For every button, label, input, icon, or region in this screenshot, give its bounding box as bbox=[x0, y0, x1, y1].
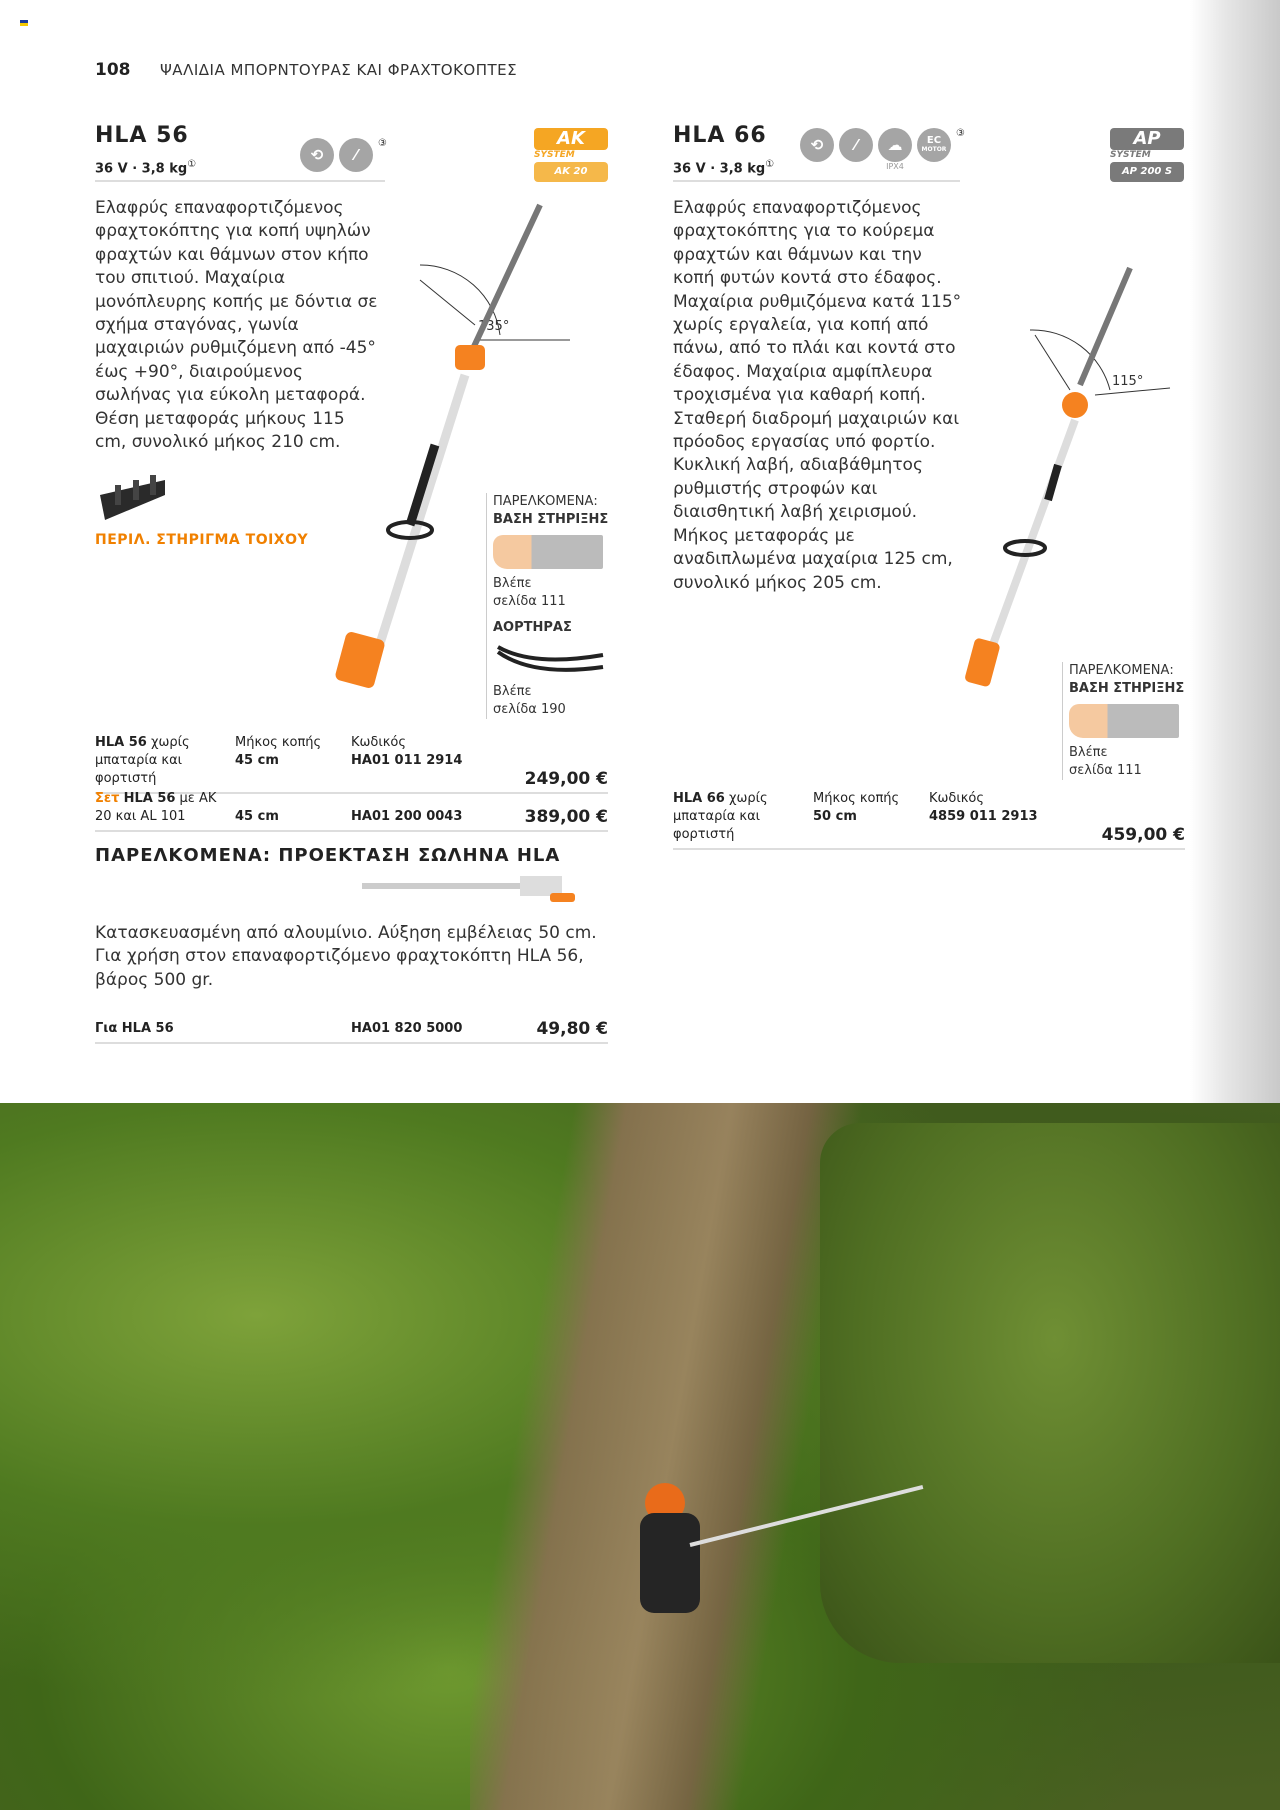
ec-motor-icon: EC MOTOR bbox=[917, 128, 951, 162]
accessory-name: ΒΑΣΗ ΣΤΗΡΙΞΗΣ bbox=[493, 512, 609, 527]
accessory-name: ΑΟΡΤΗΡΑΣ bbox=[493, 620, 572, 635]
specs-text: 36 V · 3,8 kg bbox=[95, 161, 188, 177]
accessory-image bbox=[1069, 704, 1179, 738]
table-row bbox=[95, 790, 608, 832]
included-wall-mount: ΠΕΡΙΛ. ΣΤΗΡΙΓΜΑ ΤΟΙΧΟΥ bbox=[95, 532, 309, 548]
angle-label: 115° bbox=[1112, 374, 1144, 389]
system-label: SYSTEM bbox=[534, 150, 575, 160]
shoulder-strap-image bbox=[493, 637, 608, 677]
product-description-hla56: Ελαφρύς επαναφορτιζόμενος φραχτοκόπτης για κοπή υψηλών φραχτών και θάμνων στον κήπο του σπιτιού. Μαχαίρια μονόπλευρης κοπής με δόντια σε σχήμα σταγόνας, γωνία μαχαιριών ρυθμιζόμενη από -45° έως +90°, διαιρούμενος σωλήνας για εύκολη μεταφορά. Θέση μεταφοράς μήκους 115 cm, συνολικό μήκος 210 cm. bbox=[95, 198, 378, 453]
rotate-icon: ⟲ bbox=[300, 138, 334, 172]
battery-badge: AK 20 bbox=[534, 162, 608, 182]
extension-tube-image bbox=[360, 873, 580, 906]
product-specs-hla66: 36 V · 3,8 kg① bbox=[673, 159, 775, 177]
price: 459,00 € bbox=[1101, 825, 1185, 845]
code: HA01 200 0043 bbox=[351, 809, 463, 824]
accessory-image bbox=[493, 535, 603, 569]
table-row: HLA 66 χωρίς μπαταρία και φορτιστή Μήκος κοπής 50 cm Κωδικός 4859 011 2913 459,00 € bbox=[673, 790, 1185, 850]
see-label[interactable]: Βλέπε bbox=[493, 576, 532, 591]
wall-bracket-image bbox=[95, 470, 170, 525]
page-number: 108 bbox=[95, 60, 131, 80]
code: Κωδικός HA01 011 2914 bbox=[351, 735, 463, 768]
divider bbox=[95, 180, 385, 182]
ak-label: AK bbox=[534, 128, 608, 150]
feature-icons bbox=[300, 138, 387, 172]
ap-system-badge: AP SYSTEM AP 200 S bbox=[1110, 128, 1184, 182]
product-description-hla66: Ελαφρύς επαναφορτιζόμενος φραχτοκόπτης για το κούρεμα φραχτών και θάμνων και την κοπή φυτών κοντά στο έδαφος. Μαχαίρια ρυθμιζόμενα κατά 115° χωρίς εργαλεία, για κοπή από πάνω, από το πλάι και κοντά στο έδαφος. Μαχαίρια αμφίπλευρα τροχισμένα για καθαρή κοπή. Σταθερή διαδρομή μαχαιριών και πρόοδος εργασίας υπό φορτίο. Κυκλική λαβή, αδιαβάθμητος ρυθμιστής στροφών και διαισθητική λαβή χειρισμού. Μήκος μεταφοράς με αναδιπλωμένα μαχαίρια 125 cm, συνολικό μήκος 205 cm. bbox=[673, 198, 962, 593]
product-title-hla66: HLA 66 bbox=[673, 123, 767, 148]
ak-system-badge bbox=[534, 128, 608, 182]
see-label[interactable]: Βλέπε bbox=[1069, 745, 1108, 760]
accessories-label: ΠΑΡΕΛΚΟΜΕΝΑ: bbox=[493, 494, 598, 509]
worker bbox=[640, 1513, 700, 1613]
flag-icon bbox=[20, 20, 28, 26]
extension-title: ΠΑΡΕΛΚΟΜΕΝΑ: ΠΡΟΕΚΤΑΣΗ ΣΩΛΗΝΑ HLA bbox=[95, 845, 561, 866]
price: 249,00 € bbox=[524, 769, 608, 789]
cut-length: Μήκος κοπής 45 cm bbox=[235, 735, 322, 768]
hla66-product-image bbox=[940, 260, 1180, 700]
hla66-accessories: ΠΑΡΕΛΚΟΜΕΝΑ: ΒΑΣΗ ΣΤΗΡΙΞΗΣ Βλέπε σελίδα 111 bbox=[1062, 662, 1187, 780]
cut-length: 45 cm bbox=[235, 809, 279, 824]
price: 49,80 € bbox=[536, 1019, 608, 1039]
garden-hedge-photo bbox=[0, 1103, 1280, 1810]
see-label[interactable]: Βλέπε bbox=[493, 684, 532, 699]
page-reference[interactable]: σελίδα 190 bbox=[493, 702, 566, 717]
row-name: Σετ HLA 56 με AK 20 και AL 101 bbox=[95, 791, 217, 824]
price: 389,00 € bbox=[524, 807, 608, 827]
hla56-accessories bbox=[486, 493, 611, 719]
page-reference[interactable]: σελίδα 111 bbox=[1069, 763, 1142, 778]
row-name: HLA 56 χωρίς μπαταρία και φορτιστή bbox=[95, 735, 190, 786]
product-specs-hla56 bbox=[95, 159, 196, 176]
blade-icon: ⁄ bbox=[339, 138, 373, 172]
footnote: ① bbox=[187, 159, 197, 170]
extension-description: Κατασκευασμένη από αλουμίνιο. Αύξηση εμβέλειας 50 cm. Για χρήση στον επαναφορτιζόμενο φραχτοκόπτη HLA 56, βάρος 500 gr. bbox=[95, 923, 597, 990]
product-title-hla56: HLA 56 bbox=[95, 123, 189, 148]
divider bbox=[673, 180, 960, 182]
ipx4-icon: ☁ IPX4 bbox=[878, 128, 912, 171]
icons-footnote: ③ bbox=[378, 138, 387, 149]
angle-label: 135° bbox=[478, 319, 510, 334]
page-reference[interactable]: σελίδα 111 bbox=[493, 594, 566, 609]
feature-icons: ⟲ ⁄ ☁ IPX4 EC MOTOR $_③$ bbox=[800, 128, 965, 171]
page-title: ΨΑΛΙΔΙΑ ΜΠΟΡΝΤΟΥΡΑΣ ΚΑΙ ΦΡΑΧΤΟΚΟΠΤΕΣ bbox=[160, 61, 518, 79]
blade-icon: ⁄ bbox=[839, 128, 873, 162]
page-fold-shadow bbox=[1190, 0, 1280, 1103]
rotate-icon: ⟲ bbox=[800, 128, 834, 162]
table-row bbox=[95, 734, 608, 794]
table-row bbox=[95, 1020, 608, 1044]
code: HA01 820 5000 bbox=[351, 1021, 463, 1036]
row-name: Για HLA 56 bbox=[95, 1021, 174, 1036]
